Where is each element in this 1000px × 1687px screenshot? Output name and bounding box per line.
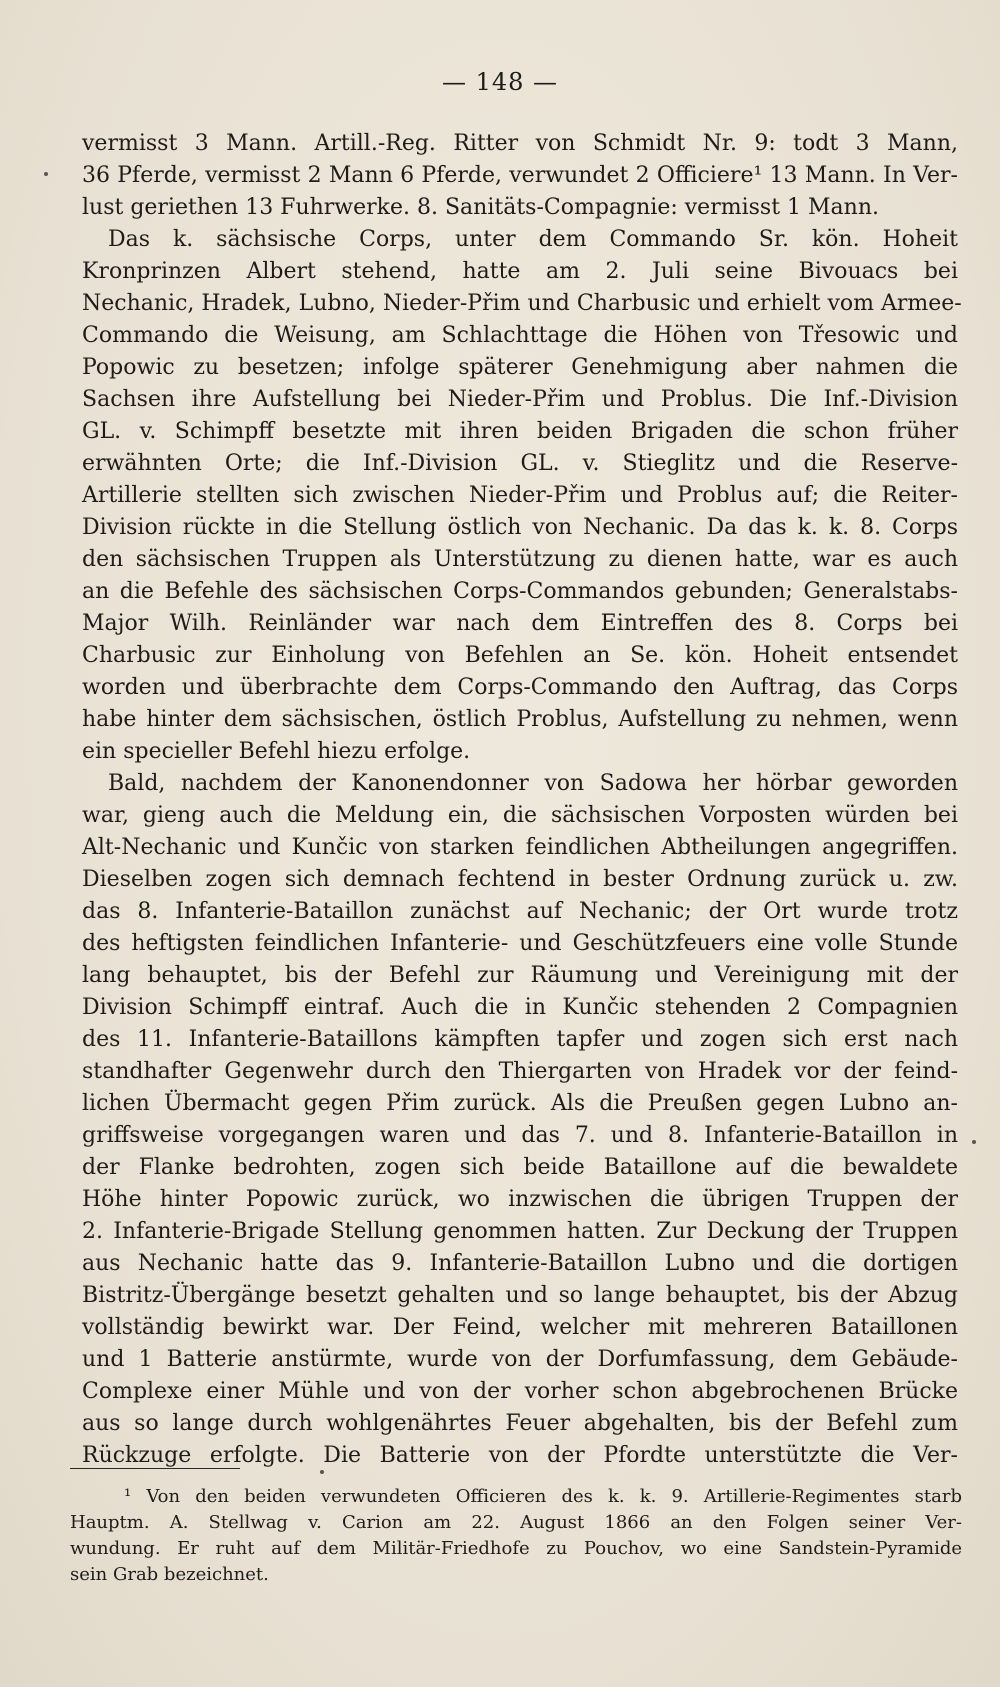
footnote-line: Hauptm. A. Stellwag v. Carion am 22. August 1866 an den Folgen seiner Ver- xyxy=(70,1512,962,1533)
text-line: standhafter Gegenwehr durch den Thiergarten von Hradek vor der feind- xyxy=(82,1059,958,1084)
text-line: 2. Infanterie-Brigade Stellung genommen hatten. Zur Deckung der Truppen xyxy=(82,1219,958,1244)
text-line: griffsweise vorgegangen waren und das 7. und 8. Infanterie-Bataillon in xyxy=(82,1123,958,1148)
text-line: Nechanic, Hradek, Lubno, Nieder-Přim und Charbusic und erhielt vom Armee- xyxy=(82,291,962,316)
margin-speck xyxy=(320,1470,324,1474)
margin-speck xyxy=(44,172,48,176)
text-line: und 1 Batterie anstürmte, wurde von der Dorfumfassung, dem Gebäude- xyxy=(82,1347,958,1372)
text-line: an die Befehle des sächsischen Corps-Commandos gebunden; Generalstabs- xyxy=(82,579,958,604)
text-line: vollständig bewirkt war. Der Feind, welcher mit mehreren Bataillonen xyxy=(82,1315,958,1340)
page-number: — 148 — xyxy=(441,68,559,96)
text-line: worden und überbrachte dem Corps-Commando den Auftrag, das Corps xyxy=(82,675,958,700)
text-line: war, gieng auch die Meldung ein, die sächsischen Vorposten würden bei xyxy=(82,803,958,828)
text-line: Rückzuge erfolgte. Die Batterie von der Pfordte unterstützte die Ver- xyxy=(82,1443,958,1468)
text-line: den sächsischen Truppen als Unterstützung zu dienen hatte, war es auch xyxy=(82,547,958,572)
text-line: Commando die Weisung, am Schlachttage die Höhen von Třesowic und xyxy=(82,323,958,348)
text-line: Division rückte in die Stellung östlich von Nechanic. Da das k. k. 8. Corps xyxy=(82,515,958,540)
text-line: 36 Pferde, vermisst 2 Mann 6 Pferde, verwundet 2 Officiere¹ 13 Mann. In Ver- xyxy=(82,163,958,188)
text-line: vermisst 3 Mann. Artill.-Reg. Ritter von Schmidt Nr. 9: todt 3 Mann, xyxy=(82,131,958,156)
text-line: ein specieller Befehl hiezu erfolge. xyxy=(82,739,471,764)
text-line: Kronprinzen Albert stehend, hatte am 2. Juli seine Bivouacs bei xyxy=(82,259,958,284)
text-line: des 11. Infanterie-Bataillons kämpften tapfer und zogen sich erst nach xyxy=(82,1027,958,1052)
main-text xyxy=(82,128,962,1472)
text-line: lichen Übermacht gegen Přim zurück. Als die Preußen gegen Lubno an- xyxy=(82,1091,958,1116)
text-line: Complexe einer Mühle und von der vorher schon abgebrochenen Brücke xyxy=(82,1379,958,1404)
footnote-line: ¹ Von den beiden verwundeten Officieren des k. k. 9. Artillerie-Regimentes starb xyxy=(124,1486,962,1507)
paragraph-start: Bald, nachdem der Kanonendonner von Sadowa her hörbar geworden xyxy=(108,771,958,796)
text-line: Sachsen ihre Aufstellung bei Nieder-Přim und Problus. Die Inf.-Division xyxy=(82,387,958,412)
text-line: aus Nechanic hatte das 9. Infanterie-Bataillon Lubno und die dortigen xyxy=(82,1251,958,1276)
text-line: Popowic zu besetzen; infolge späterer Genehmigung aber nahmen die xyxy=(82,355,958,380)
footnote-rule xyxy=(70,1468,240,1469)
text-line: des heftigsten feindlichen Infanterie- und Geschützfeuers eine volle Stunde xyxy=(82,931,958,956)
text-line: Dieselben zogen sich demnach fechtend in bester Ordnung zurück u. zw. xyxy=(82,867,958,892)
text-line: Artillerie stellten sich zwischen Nieder-Přim und Problus auf; die Reiter- xyxy=(82,483,958,508)
paragraph-start: Das k. sächsische Corps, unter dem Commando Sr. kön. Hoheit xyxy=(108,227,958,252)
text-line: lust geriethen 13 Fuhrwerke. 8. Sanitäts-Compagnie: vermisst 1 Mann. xyxy=(82,195,879,220)
text-line: aus so lange durch wohlgenährtes Feuer abgehalten, bis der Befehl zum xyxy=(82,1411,958,1436)
text-line: das 8. Infanterie-Bataillon zunächst auf Nechanic; der Ort wurde trotz xyxy=(82,899,958,924)
text-line: erwähnten Orte; die Inf.-Division GL. v. Stieglitz und die Reserve- xyxy=(82,451,958,476)
footnote xyxy=(70,1484,962,1588)
text-line: der Flanke bedrohten, zogen sich beide Bataillone auf die bewaldete xyxy=(82,1155,958,1180)
footnote-line: wundung. Er ruht auf dem Militär-Friedhofe zu Pouchov, wo eine Sandstein-Pyramide xyxy=(70,1538,962,1559)
text-line: Major Wilh. Reinländer war nach dem Eintreffen des 8. Corps bei xyxy=(82,611,958,636)
text-line: lang behauptet, bis der Befehl zur Räumung und Vereinigung mit der xyxy=(82,963,958,988)
text-line: Charbusic zur Einholung von Befehlen an Se. kön. Hoheit entsendet xyxy=(82,643,958,668)
text-line: Alt-Nechanic und Kunčic von starken feindlichen Abtheilungen angegriffen. xyxy=(82,835,958,860)
margin-speck xyxy=(972,1140,976,1144)
text-line: Bistritz-Übergänge besetzt gehalten und so lange behauptet, bis der Abzug xyxy=(82,1283,958,1308)
text-line: Höhe hinter Popowic zurück, wo inzwischen die übrigen Truppen der xyxy=(82,1187,958,1212)
text-line: Division Schimpff eintraf. Auch die in Kunčic stehenden 2 Compagnien xyxy=(82,995,958,1020)
footnote-line: sein Grab bezeichnet. xyxy=(70,1564,269,1585)
text-line: GL. v. Schimpff besetzte mit ihren beiden Brigaden die schon früher xyxy=(82,419,958,444)
text-line: habe hinter dem sächsischen, östlich Problus, Aufstellung zu nehmen, wenn xyxy=(82,707,958,732)
